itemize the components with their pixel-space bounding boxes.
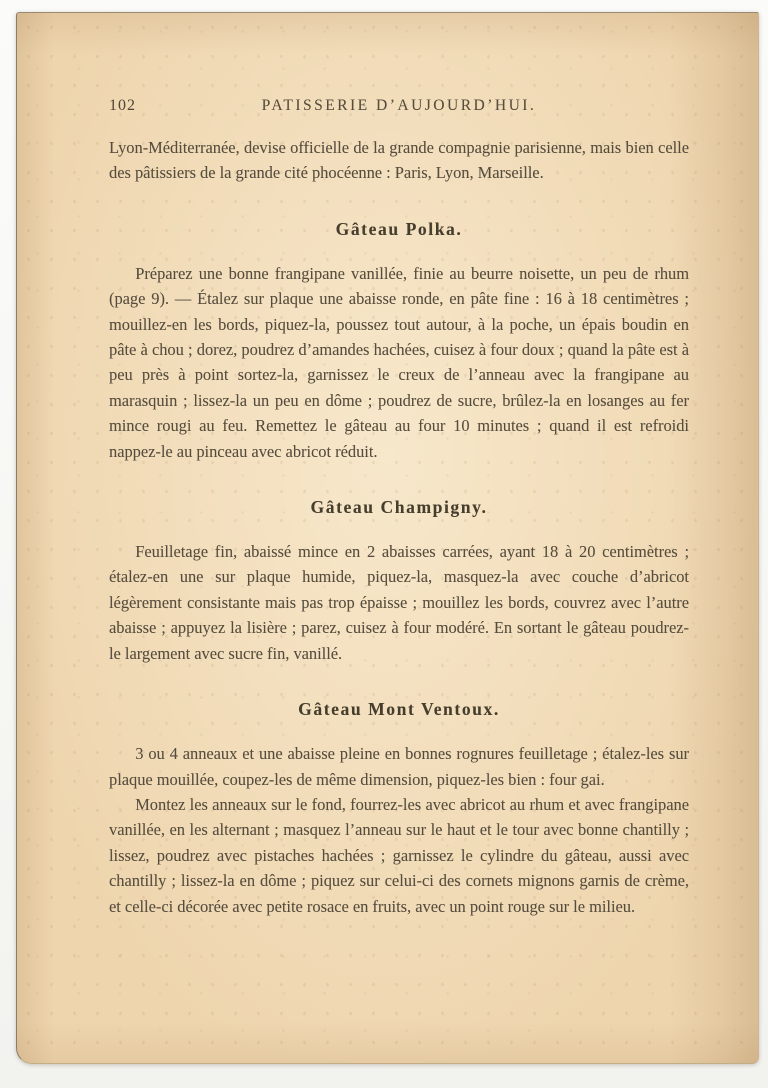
page-number: 102 (109, 97, 136, 114)
recipe-paragraph: 3 ou 4 anneaux et une abaisse pleine en bonnes rognures feuilletage ; étalez-les sur plaque mouillée, coupez-les de même dimension, piquez-les bien : four gai. (109, 744, 689, 789)
recipe-paragraph: Montez les anneaux sur le fond, fourrez-les avec abricot au rhum et avec frangipane vanillée, en les alternant ; masquez l’anneau sur le haut et le tour avec bonne chantilly ; lissez, poudrez avec pistaches hachées ; garnissez le cylindre du gâteau, aussi avec chantilly ; lissez-la en dôme ; piquez sur celui-ci des cornets mignons garnis de crème, et celle-ci décorée avec petite rosace en fruits, avec un point rouge sur le milieu. (109, 794, 689, 916)
intro-paragraph: Lyon-Méditerranée, devise officielle de la grande compagnie parisienne, mais bien celle des pâtissiers de la grande cité phocéenne : Paris, Lyon, Marseille. (109, 138, 689, 183)
recipe-heading-polka: Gâteau Polka. (335, 218, 463, 239)
running-title: PATISSERIE D’AUJOURD’HUI. (261, 97, 537, 114)
recipe-section-mont-ventoux (109, 699, 689, 919)
recipe-section-polka (109, 219, 689, 464)
page-header (109, 97, 689, 119)
recipe-paragraph: Feuilletage fin, abaissé mince en 2 abaisses carrées, ayant 18 à 20 centimètres ; étalez-en une sur plaque humide, piquez-la, masquez-la avec couche d’abricot légèrement consistante mais pas trop épaisse ; mouillez les bords, couvrez avec l’autre abaisse ; appuyez la lisière ; parez, cuisez à four modéré. En sortant le gâteau poudrez-le largement avec sucre fin, vanillé. (109, 542, 689, 663)
book-page (16, 12, 759, 1064)
recipe-heading-champigny: Gâteau Champigny. (310, 497, 488, 518)
recipe-heading-mont-ventoux: Gâteau Mont Ventoux. (298, 699, 500, 720)
recipe-paragraph: Préparez une bonne frangipane vanillée, finie au beurre noisette, un peu de rhum (page 9). — Étalez sur plaque une abaisse ronde, en pâte fine : 16 à 18 centimètres ; mouillez-en les bords, piquez-la, poussez tout autour, à la poche, un épais boudin en pâte à chou ; dorez, poudrez d’amandes hachées, cuisez à four doux ; quand la pâte est à peu près à point sortez-la, garnissez le creux de l’anneau avec la frangipane au marasquin ; lissez-la un peu en dôme ; poudrez de sucre, brûlez-la en losanges au fer mince rougi au feu. Remettez le gâteau au four 10 minutes ; quand il est refroidi nappez-le au pinceau avec abricot réduit. (109, 263, 689, 461)
recipe-section-champigny (109, 497, 689, 666)
